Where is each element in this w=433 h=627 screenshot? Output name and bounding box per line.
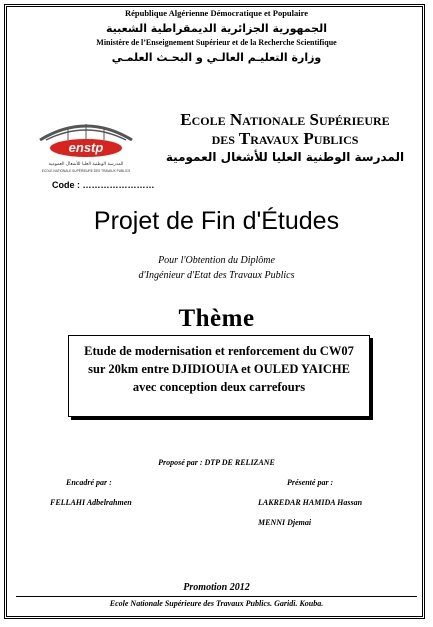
proposed-by: Proposé par : DTP DE RELIZANE xyxy=(158,458,275,467)
republic-fr: République Algérienne Démocratique et Populaire xyxy=(124,8,309,18)
presenter-name: MENNI Djemai xyxy=(258,518,312,527)
footer-divider xyxy=(16,596,417,597)
svg-text:enstp: enstp xyxy=(68,140,104,155)
school-name-fr-line2: des Travaux Publics xyxy=(211,129,359,148)
svg-text:المدرسة الوطنية العليا للأشغال: المدرسة الوطنية العليا للأشغال العمومية xyxy=(48,162,124,167)
svg-text:ECOLE NATIONALE SUPÉRIEURE DES: ECOLE NATIONALE SUPÉRIEURE DES TRAVAUX PUBLICS xyxy=(41,169,131,173)
school-name-ar: المدرسة الوطنية العليا للأشغال العمومية xyxy=(165,150,405,164)
supervised-label: Encadré par : xyxy=(66,478,112,487)
republic-ar: الجمهورية الجزائرية الديمقراطية الشعبية xyxy=(106,22,327,35)
ministry-fr: Ministère de l’Enseignement Supérieur et de la Recherche Scientifique xyxy=(96,38,337,47)
supervisor-name: FELLAHI Adbelrahmen xyxy=(50,498,132,507)
promotion: Promotion 2012 xyxy=(183,582,250,593)
theme-heading: Thème xyxy=(178,305,255,332)
ministry-ar: وزارة التعليـم العالـي و البحـث العلمـي xyxy=(111,51,322,64)
document-title: Projet de Fin d'Études xyxy=(93,207,340,235)
school-logo xyxy=(32,118,140,176)
theme-text: Etude de modernisation et renforcement du CW07 sur 20km entre DJIDIOUIA et OULED YAICHE avec conception deux carrefours xyxy=(84,344,354,394)
presented-label: Présenté par : xyxy=(287,478,334,487)
purpose-line-1: Pour l'Obtention du Diplôme xyxy=(158,255,275,266)
presenter-name: LAKREDAR HAMIDA Hassan xyxy=(258,498,363,507)
footer-text: Ecole Nationale Supérieure des Travaux Publics. Garidi. Kouba. xyxy=(109,599,324,608)
enstp-logo-icon xyxy=(32,118,140,176)
code-field: Code : …………………… xyxy=(52,180,155,190)
purpose-line-2: d'Ingénieur d'Etat des Travaux Publics xyxy=(138,270,295,281)
school-name-fr-line1: Ecole Nationale Supérieure xyxy=(180,110,390,129)
theme-box xyxy=(68,335,370,417)
